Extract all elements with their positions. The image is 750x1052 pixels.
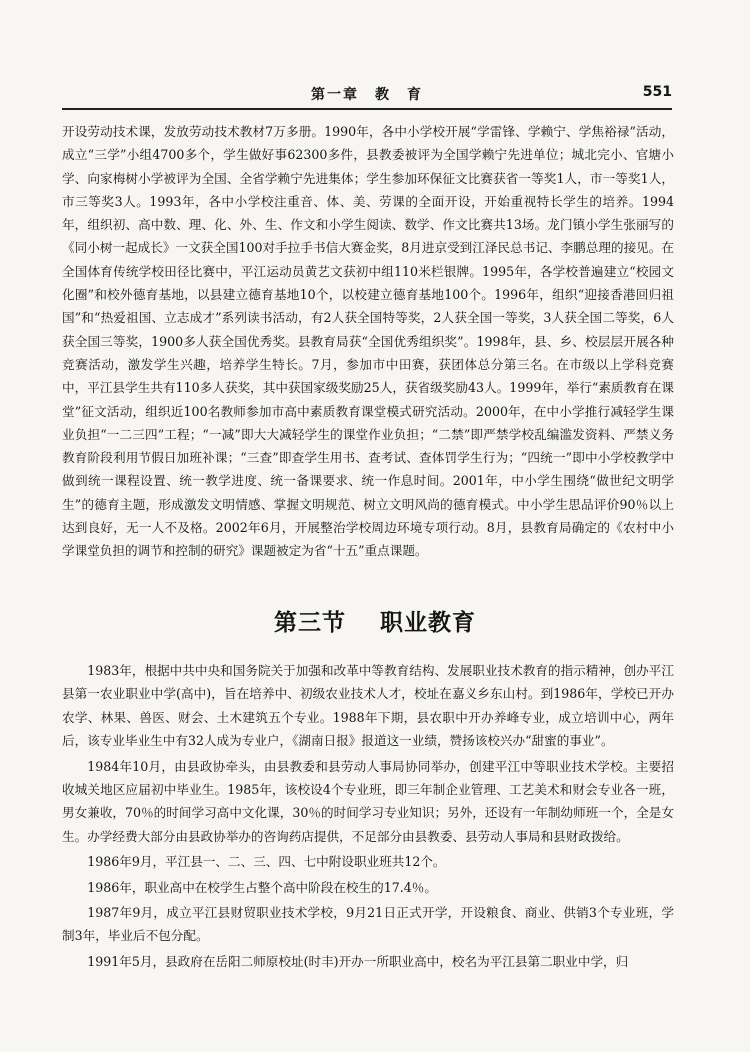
section-title: 职业教育	[380, 610, 476, 636]
page-number: 551	[642, 84, 672, 100]
section-number: 第三节	[274, 610, 346, 636]
paragraph: 1986年，职业高中在校学生占整个高中阶段在校生的17.4％。	[87, 879, 437, 895]
running-header	[62, 84, 672, 106]
paragraph: 1984年10月，由县政协牵头，由县教委和县劳动人事局协同举办，创建平江中等职业技术学校。主要招收城关地区应届初中毕业生。1985年，该校设4个专业班，即三年制企业管理、工艺美术和财会专业各一班，男女兼收，70％的时间学习高中文化课，30％的时间学习专业知识；另外，还设有一年制幼师班一个，全是女生。办学经费大部分由县政协举办的咨询药店提供，不足部分由县教委、县劳动人事局和县财政拨给。	[62, 758, 674, 844]
paragraph: 1983年，根据中共中央和国务院关于加强和改革中等教育结构、发展职业技术教育的指示精神，创办平江县第一农业职业中学(高中)，旨在培养中、初级农业技术人才，校址在嘉义乡东山村。到1986年，学校已开办农学、林果、兽医、财会、土木建筑五个专业。1988年下期，县农职中开办养峰专业，成立培训中心，两年后，该专业毕业生中有32人成为专业户，《湖南日报》报道这一业绩，赞扬该校兴办“甜蜜的事业”。	[62, 663, 674, 749]
paragraph: 1986年9月，平江县一、二、三、四、七中附设职业班共12个。	[87, 854, 446, 870]
paragraph: 1987年9月，成立平江县财贸职业技术学校，9月21日正式开学，开设粮食、商业、供销3个专业班，学制3年，毕业后不包分配。	[62, 905, 674, 944]
header-rule	[62, 108, 672, 110]
continuation-paragraph: 开设劳动技术课，发放劳动技术教材7万多册。1990年，各中小学校开展“学雷锋、学赖宁、学焦裕禄”活动，成立“三学”小组4700多个，学生做好事62300多件，县教委被评为全国学赖宁先进单位；城北完小、官塘小学、向家梅树小学被评为全国、全省学赖宁先进集体；学生参加环保征文比赛获省一等奖1人，市一等奖1人，市三等奖3人。1993年，各中小学校注重音、体、美、劳课的全面开设，开始重视特长学生的培养。1994年，组织初、高中数、理、化、外、生、作文和小学生阅读、数学、作文比赛共13场。龙门镇小学生张丽写的《同小树一起成长》一文获全国100对手拉手书信大赛金奖，8月进京受到江泽民总书记、李鹏总理的接见。在全国体育传统学校田径比赛中，平江运动员黄艺文获初中组110米栏银牌。1995年，各学校普遍建立“校园文化圈”和校外德育基地，以县建立德育基地10个，以校建立德育基地100个。1996年，组织“迎接香港回归祖国”和“热爱祖国、立志成才”系列读书活动，有2人获全国特等奖，2人获全国一等奖，3人获全国二等奖，6人获全国三等奖，1900多人获全国优秀奖。县教育局获“全国优秀组织奖”。1998年，县、乡、校层层开展各种竞赛活动，激发学生兴趣，培养学生特长。7月，参加市中田赛，获团体总分第三名。在市级以上学科竞赛中，平江县学生共有110多人获奖，其中获国家级奖励25人，获省级奖励43人。1999年，举行“素质教育在课堂”征文活动，组织近100名教师参加市高中素质教育课堂模式研究活动。2000年，在中小学推行减轻学生课业负担“一二三四”工程；“一减”即大大减轻学生的课堂作业负担；“二禁”即严禁学校乱编滥发资料、严禁义务教育阶段利用节假日加班补课；“三查”即查学生用书、查考试、查体罚学生行为；“四统一”即中小学校教学中做到统一课程设置、统一教学进度、统一备课要求、统一作息时间。2001年，中小学生围绕“做世纪文明学生”的德育主题，形成激发文明情感、掌握文明规范、树立文明风尚的德育模式。中小学生思品评价90％以上达到良好，无一人不及格。2002年6月，开展整治学校周边环境专项行动。8月，县教育局确定的《农村中小学课堂负担的调节和控制的研究》课题被定为省“十五”重点课题。	[62, 124, 674, 559]
section-body	[62, 659, 674, 975]
section-heading	[0, 604, 750, 637]
chapter-title: 第一章 教 育	[311, 87, 423, 103]
paragraph: 1991年5月，县政府在岳阳二师原校址(时丰)开办一所职业高中，校名为平江县第二职业中学，归	[87, 953, 629, 969]
